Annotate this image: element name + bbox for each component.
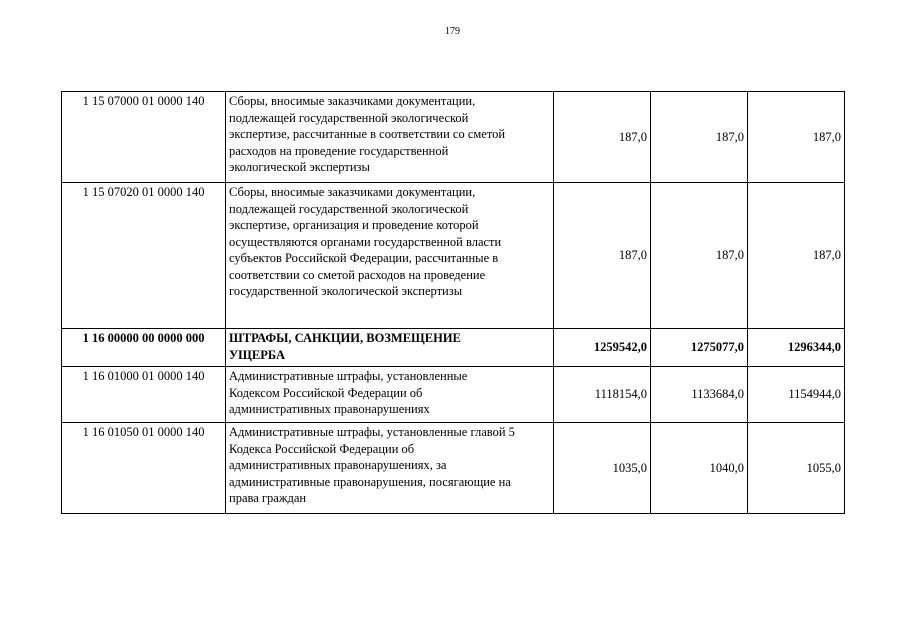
value-year-1: 187,0: [554, 183, 651, 329]
table-row: [62, 183, 845, 329]
description-line: Сборы, вносимые заказчиками документации,: [229, 185, 476, 199]
description-line: административные правонарушения, посягающие на: [229, 474, 511, 489]
budget-table: [61, 91, 845, 514]
value-year-3: 1055,0: [748, 423, 845, 514]
row-description: [226, 423, 554, 514]
table-row: [62, 367, 845, 423]
row-code: 1 16 01000 01 0000 140: [62, 367, 226, 423]
description-line: ШТРАФЫ, САНКЦИИ, ВОЗМЕЩЕНИЕ: [229, 331, 461, 345]
value-year-1: 1118154,0: [554, 367, 651, 423]
description-line: Сборы, вносимые заказчиками документации,: [229, 94, 476, 108]
value-year-3: 187,0: [748, 183, 845, 329]
description-line: расходов на проведение государственной: [229, 143, 449, 158]
description-line: подлежащей государственной экологической: [229, 201, 469, 216]
value-year-3: 1154944,0: [748, 367, 845, 423]
description-line: Кодексом Российской Федерации об: [229, 385, 423, 400]
value-year-3: 1296344,0: [748, 329, 845, 367]
table-row: [62, 329, 845, 367]
row-code: 1 15 07020 01 0000 140: [62, 183, 226, 329]
table-row: [62, 423, 845, 514]
description-line: Кодекса Российской Федерации об: [229, 441, 415, 456]
description-line: соответствии со сметой расходов на проведение: [229, 267, 486, 282]
row-description: [226, 183, 554, 329]
row-description: [226, 92, 554, 183]
description-line: экологической экспертизы: [229, 160, 370, 174]
description-line: административных правонарушениях: [229, 402, 430, 416]
value-year-2: 187,0: [651, 183, 748, 329]
value-year-2: 1040,0: [651, 423, 748, 514]
value-year-2: 187,0: [651, 92, 748, 183]
row-code: 1 16 00000 00 0000 000: [62, 329, 226, 367]
value-year-2: 1275077,0: [651, 329, 748, 367]
description-line: Административные штрафы, установленные: [229, 369, 468, 383]
description-line: Административные штрафы, установленные главой 5: [229, 425, 515, 439]
row-description: [226, 329, 554, 367]
description-line: субъектов Российской Федерации, рассчитанные в: [229, 251, 499, 265]
row-description: [226, 367, 554, 423]
table-row: [62, 92, 845, 183]
description-line: государственной экологической экспертизы: [229, 284, 463, 298]
description-line: УЩЕРБА: [229, 347, 285, 362]
description-line: осуществляются органами государственной власти: [229, 234, 502, 249]
value-year-1: 1035,0: [554, 423, 651, 514]
description-line: экспертизе, организация и проведение которой: [229, 218, 479, 232]
value-year-1: 1259542,0: [554, 329, 651, 367]
row-code: 1 15 07000 01 0000 140: [62, 92, 226, 183]
description-line: экспертизе, рассчитанные в соответствии со сметой: [229, 127, 506, 141]
description-line: подлежащей государственной экологической: [229, 110, 469, 125]
description-line: административных правонарушениях, за: [229, 458, 447, 472]
value-year-1: 187,0: [554, 92, 651, 183]
description-line: права граждан: [229, 491, 307, 505]
row-code: 1 16 01050 01 0000 140: [62, 423, 226, 514]
value-year-2: 1133684,0: [651, 367, 748, 423]
page-number: 179: [445, 26, 460, 37]
value-year-3: 187,0: [748, 92, 845, 183]
